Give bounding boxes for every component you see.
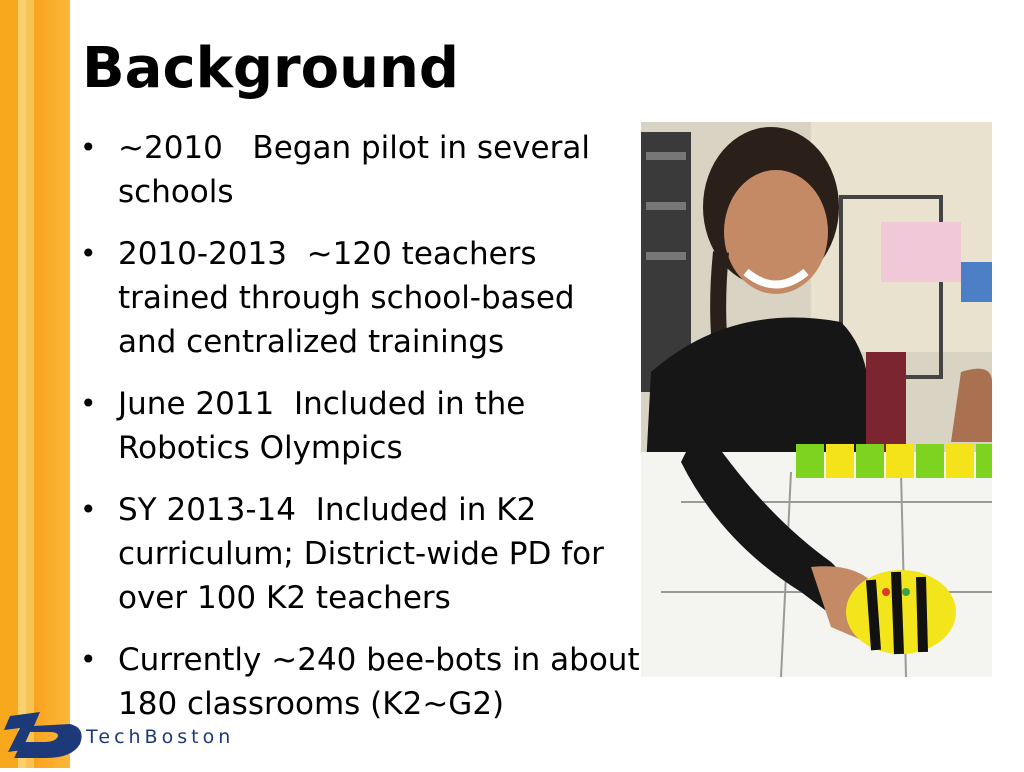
left-accent-bar bbox=[0, 0, 18, 768]
photo-illustration bbox=[641, 122, 992, 677]
slide-title: Background bbox=[82, 36, 459, 101]
bullet-item: • ~2010 Began pilot in several schools bbox=[80, 126, 640, 214]
bullet-dot: • bbox=[80, 493, 97, 526]
bullet-dot: • bbox=[80, 131, 97, 164]
bullet-dot: • bbox=[80, 237, 97, 270]
bullet-item: • SY 2013-14 Included in K2 curriculum; District-wide PD for over 100 K2 teachers bbox=[80, 488, 640, 620]
bullet-dot: • bbox=[80, 643, 97, 676]
classroom-photo bbox=[641, 122, 992, 677]
bullet-item: • 2010-2013 ~120 teachers trained through school-based and centralized trainings bbox=[80, 232, 640, 364]
left-accent-stripe bbox=[18, 0, 26, 768]
bullet-dot: • bbox=[80, 387, 97, 420]
techboston-logo-mark-icon bbox=[0, 698, 90, 768]
bullet-item: • Currently ~240 bee-bots in about 180 classrooms (K2~G2) bbox=[80, 638, 640, 726]
techboston-logo-text: TechBoston bbox=[86, 726, 235, 748]
bullet-list bbox=[80, 126, 640, 744]
left-accent-stripe bbox=[26, 0, 34, 768]
bullet-item: • June 2011 Included in the Robotics Olympics bbox=[80, 382, 640, 470]
left-accent-band bbox=[34, 0, 70, 768]
